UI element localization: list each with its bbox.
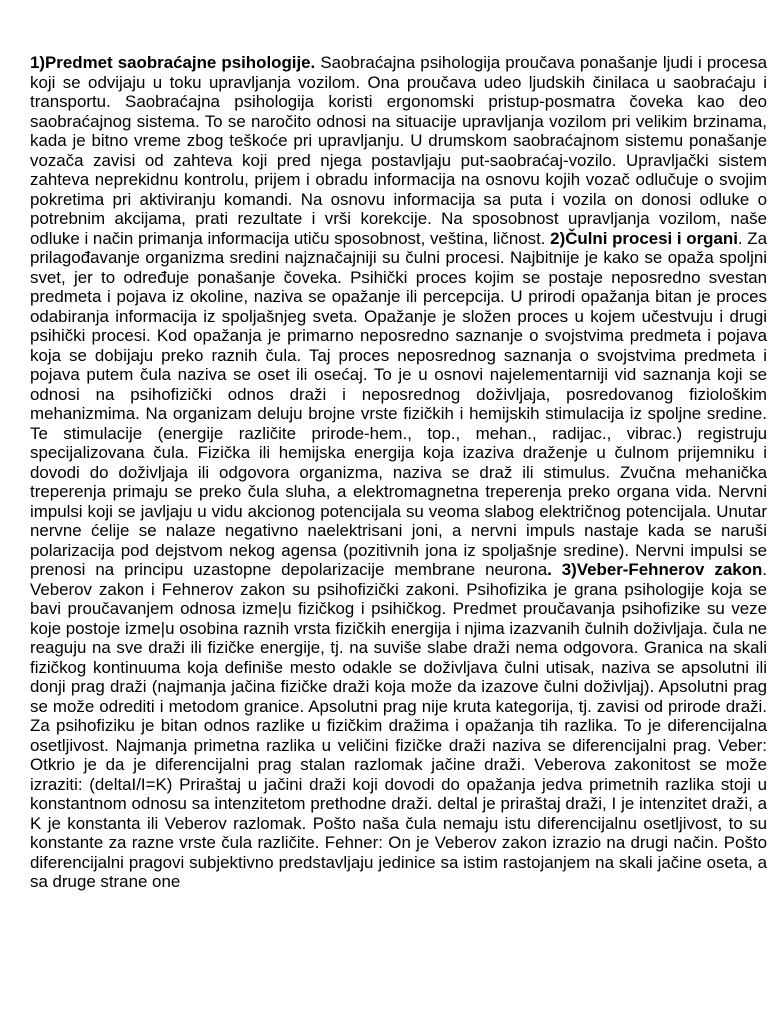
- section-heading-2: 2)Čulni procesi i organi: [550, 228, 738, 248]
- section-heading-3: . 3)Veber-Fehnerov zakon: [547, 560, 763, 579]
- document-paragraph: [30, 53, 767, 892]
- section-text-1: Saobraćajna psihologija proučava ponašanje ljudi i procesa koji se odvijaju u toku upravljanja vozilom. Ona proučava udeo ljudskih činilaca u saobraćaju i transportu. Saobraćajna psihologija koristi ergonomski pristup-posmatra čoveka kao deo saobraćajnog sistema. To se naročito odnosi na situacije upravljanja vozilom pri velikim brzinama, kada je bitno vreme zbog teškoće pri upravljanju. U drumskom saobraćajnom sistemu ponašanje vozača zavisi od zahteva koji pred njega postavljaju put-saobraćaj-vozilo. Upravljački sistem zahteva neprekidnu kontrolu, prijem i obradu informacija na osnovu kojih vozač odlučuje o svojim pokretima pri aktiviranju komandi. Na osnovu informacija sa puta i vozila on donosi odluke o potrebnim akcijama, prati rezultate i vrši korekcije. Na sposobnost upravljanja vozilom, naše odluke i način primanja informacija utiču sposobnost, veština, ličnost.: [30, 53, 767, 248]
- section-heading-1: 1)Predmet saobraćajne psihologije.: [30, 53, 316, 72]
- section-text-3: . Veberov zakon i Fehnerov zakon su psihofizički zakoni. Psihofizika je grana psihologije koja se bavi proučavanjem odnosa izme|u fizičkog i psihičkog. Predmet proučavanja psihofizike su veze koje postoje izme|u osobina raznih vrsta fizičkih energija i njima izazvanih čulnih doživljaja. čula ne reaguju na sve draži ili fizičke energije, tj. na suviše slabe draži nema odgovora. Granica na skali fizičkog kontinuuma koja definiše mesto odakle se doživljava čulni utisak, naziva se apsolutni ili donji prag draži (najmanja jačina fizičke draži koja može da izazove čulni doživljaj). Apsolutni prag se može odrediti i metodom granice. Apsolutni prag nije kruta kategorija, tj. zavisi od prirode draži. Za psihofiziku je bitan odnos razlike u fizičkim dražima i opažanja tih razlika. To je diferencijalna osetljivost. Najmanja primetna razlika u veličini fizičke draži naziva se diferencijalni prag. Veber: Otkrio je da je diferencijalni prag stalan razlomak jačine draži. Veberova zakonitost se može izraziti: (deltaI/I=K) Priraštaj u jačini draži koji dovodi do opažanja jedva primetnih razlika stoji u konstantnom odnosu sa intenzitetom prethodne draži. deltal je priraštaj draži, I je intenzitet draži, a K je konstanta ili Veberov razlomak. Pošto naša čula nemaju istu diferencijalnu osetljivost, to su konstante za razne vrste čula različite. Fehner: On je Veberov zakon izrazio na drugi način. Pošto diferencijalni pragovi subjektivno predstavljaju jedinice sa istim rastojanjem na skali jačine oseta, a sa druge strane one: [30, 560, 767, 891]
- section-text-2: . Za prilagođavanje organizma sredini najznačajniji su čulni procesi. Najbitnije je kako se opaža spoljni svet, jer to određuje ponašanje čoveka. Psihički proces kojim se postaje neposredno svestan predmeta i pojava iz okoline, naziva se opažanje ili percepcija. U prirodi opažanja bitan je proces odabiranja informacija iz spoljašnjeg sveta. Opažanje je složen proces u kojem učestvuju i drugi psihički procesi. Kod opažanja je primarno neposredno saznanje o svojstvima predmeta i pojava koja se dobijaju preko raznih čula. Taj proces neposrednog saznanja o svojstvima predmeta i pojava putem čula naziva se oset ili osećaj. To je u osnovi najelementarniji vid saznanja koji se odnosi na psihofizički odnos draži i neposrednog doživljaja, posredovanog fiziološkim mehanizmima. Na organizam deluju brojne vrste fizičkih i hemijskih stimulacija iz spoljne sredine. Te stimulacije (energije različite prirode-hem., top., mehan., radijac., vibrac.) registruju specijalizovana čula. Fizička ili hemijska energija koja izaziva draženje u čulnom prijemniku i dovodi do doživljaja ili odgovora organizma, naziva se draž ili stimulus. Zvučna mehanička treperenja primaju se preko čula sluha, a elektromagnetna treperenja preko organa vida. Nervni impulsi koji se javljaju u vidu akcionog potencijala su veoma slabog električnog potencijala. Unutar nervne ćelije se nalaze negativno naelektrisani joni, a nervni impuls nastaje kada se naruši polarizacija pod dejstvom nekog agensa (pozitivnih jona iz spoljašnje sredine). Nervni impulsi se prenosi na principu uzastopne depolarizacije membrane neurona: [30, 228, 767, 579]
- document-body: [30, 53, 767, 892]
